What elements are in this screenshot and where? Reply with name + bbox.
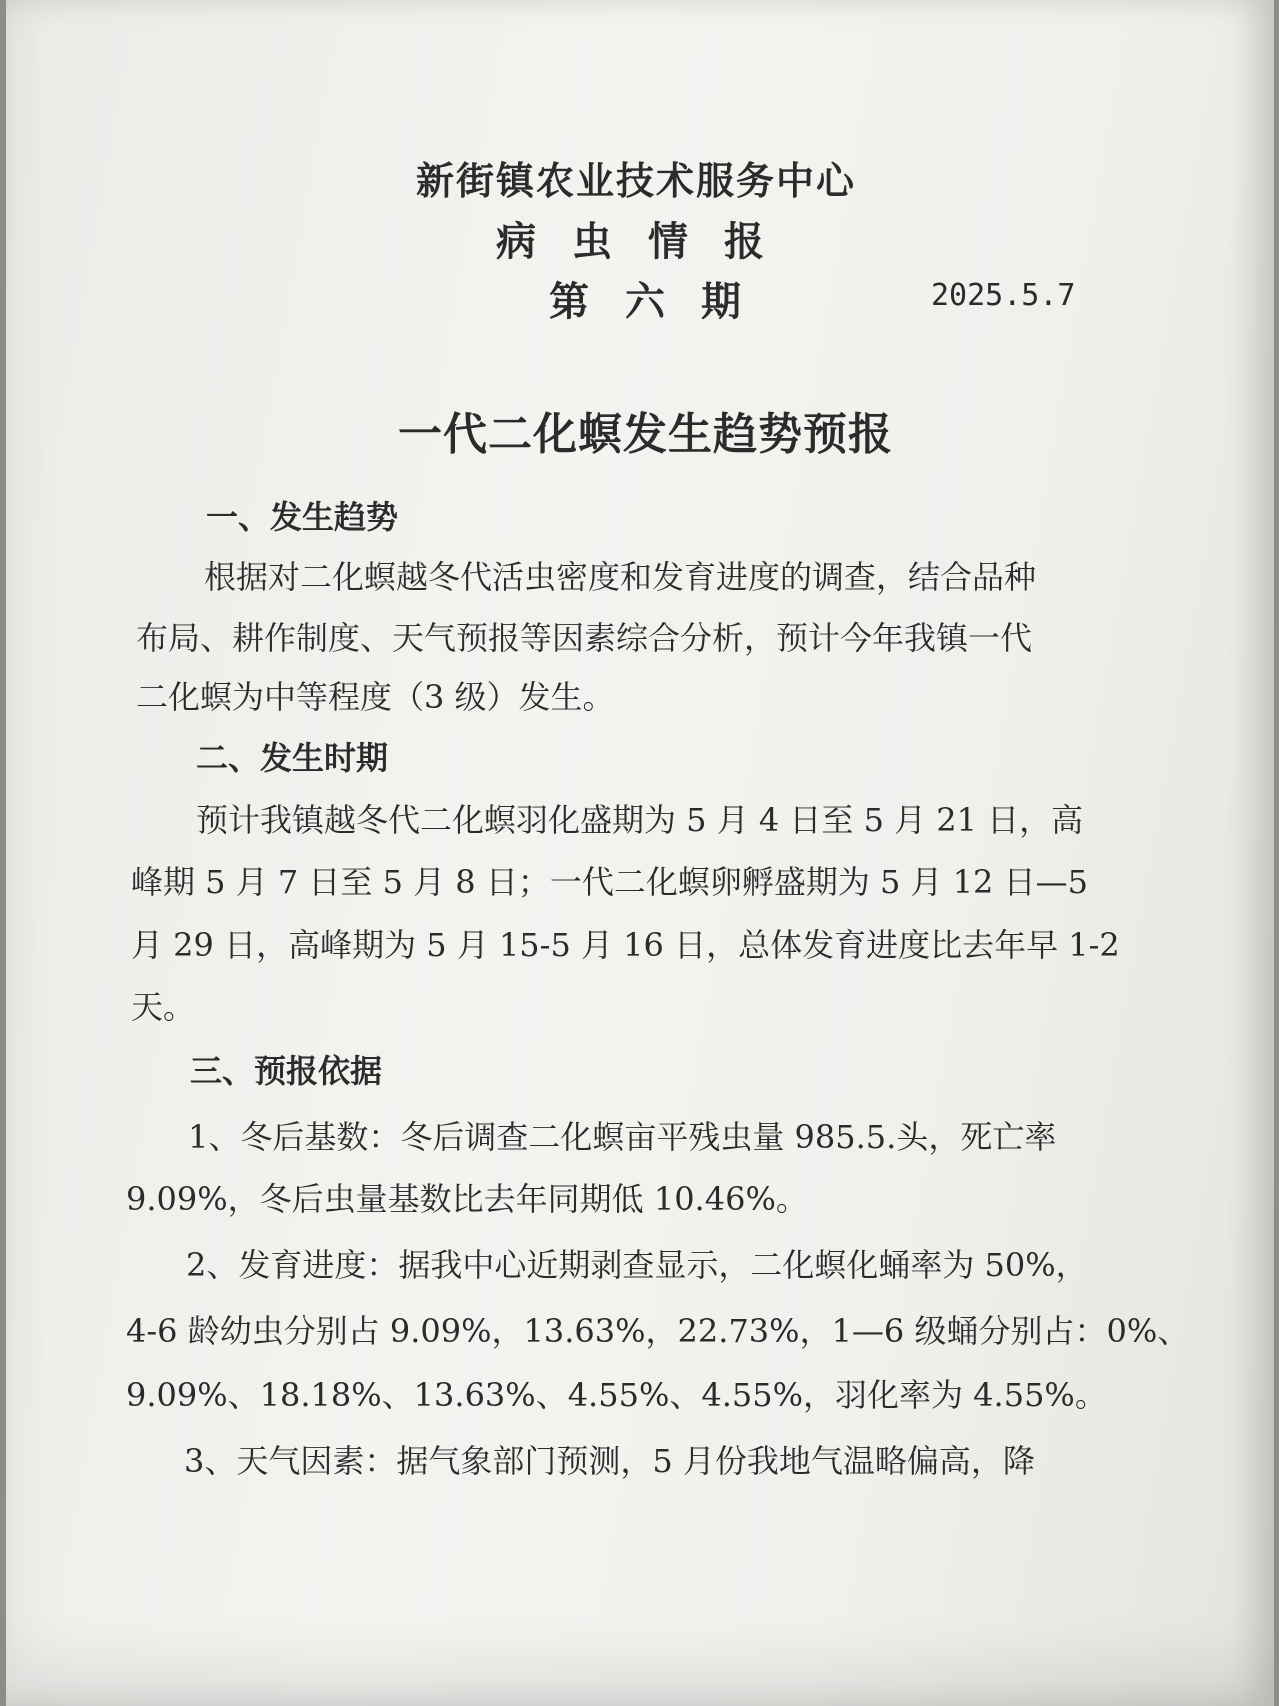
- paragraph-line: 9.09%，冬后虫量基数比去年同期低 10.46%。: [126, 1180, 808, 1218]
- paragraph-line: 4-6 龄幼虫分别占 9.09%，13.63%，22.73%，1—6 级蛹分别占：0%、: [126, 1312, 1190, 1350]
- document-page: [6, 0, 1274, 1706]
- org-name: 新街镇农业技术服务中心: [416, 159, 857, 203]
- section-heading-trend: 一、发生趋势: [206, 498, 399, 536]
- paragraph-line: 1、冬后基数：冬后调查二化螟亩平残虫量 985.5.头，死亡率: [188, 1118, 1057, 1156]
- main-title: 一代二化螟发生趋势预报: [398, 409, 893, 460]
- section-heading-period: 二、发生时期: [196, 739, 389, 777]
- report-date: 2025.5.7: [931, 278, 1076, 313]
- paragraph-line: 布局、耕作制度、天气预报等因素综合分析，预计今年我镇一代: [136, 619, 1033, 657]
- paragraph-line: 天。: [131, 988, 196, 1026]
- paragraph-line: 月 29 日，高峰期为 5 月 15-5 月 16 日，总体发育进度比去年早 1-2: [131, 926, 1120, 964]
- paragraph-line: 二化螟为中等程度（3 级）发生。: [136, 678, 615, 716]
- section-heading-basis: 三、预报依据: [190, 1052, 383, 1090]
- paragraph-line: 峰期 5 月 7 日至 5 月 8 日；一代二化螟卵孵盛期为 5 月 12 日—5: [131, 863, 1088, 901]
- report-type: 病虫情报: [496, 219, 800, 265]
- paragraph-line: 根据对二化螟越冬代活虫密度和发育进度的调查，结合品种: [204, 558, 1037, 596]
- paragraph-line: 3、天气因素：据气象部门预测，5 月份我地气温略偏高，降: [184, 1442, 1035, 1480]
- issue-number: 第六期: [549, 279, 777, 325]
- paragraph-line: 2、发育进度：据我中心近期剥查显示，二化螟化蛹率为 50%，: [186, 1246, 1088, 1284]
- paragraph-line: 9.09%、18.18%、13.63%、4.55%、4.55%，羽化率为 4.55%。: [126, 1376, 1107, 1414]
- paragraph-line: 预计我镇越冬代二化螟羽化盛期为 5 月 4 日至 5 月 21 日，高: [196, 801, 1084, 839]
